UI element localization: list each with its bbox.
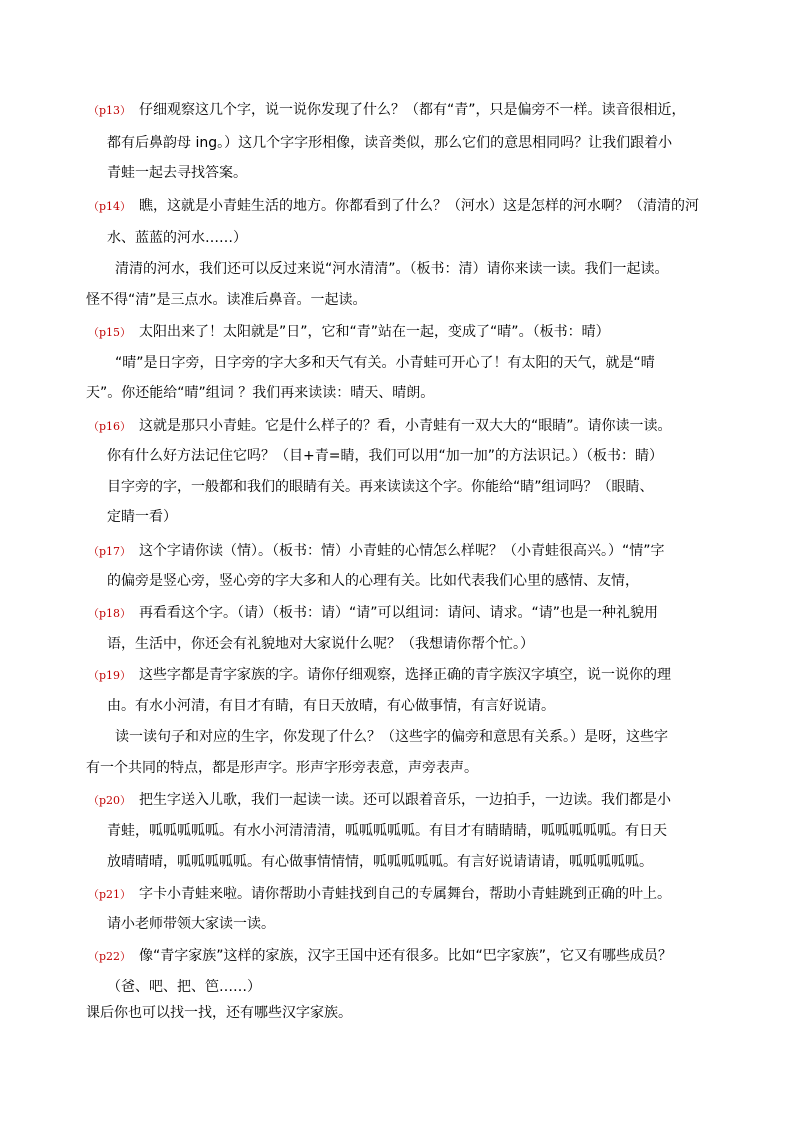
paragraph-text: 这就是那只小青蛙。它是什么样子的？看，小青蛙有一双大大的“眼睛”。请你读一读。 [139,418,672,434]
slide-tag: （p20） [88,794,132,807]
paragraph-text: 再看看这个字。（请）（板书：请）“请”可以组词：请问、请求。“请”也是一种礼貌用 [139,605,659,621]
paragraph-line [88,196,699,216]
paragraph-line: 有一个共同的特点，都是形声字。形声字形旁表意，声旁表声。 [86,760,478,776]
paragraph-line [88,416,672,436]
paragraph-line [88,946,672,966]
paragraph-line: 目字旁的字，一般都和我们的眼睛有关。再来读读这个字。你能给“睛”组词吗？（眼睛、 [107,479,654,495]
paragraph-line [88,790,671,810]
paragraph-line [88,322,610,342]
paragraph-line [88,603,658,623]
paragraph-line [88,541,665,561]
paragraph-text: 太阳出来了！太阳就是”日”，它和“青”站在一起，变成了“晴”。（板书：晴） [139,324,610,340]
slide-tag: （p17） [88,545,132,558]
slide-tag: （p15） [88,326,132,339]
slide-tag: （p18） [88,607,132,620]
paragraph-text: 仔细观察这几个字，说一说你发现了什么？（都有“青”，只是偏旁不一样。读音很相近， [139,102,686,118]
paragraph-line [88,100,686,120]
paragraph-line: 放晴晴晴，呱呱呱呱呱。有心做事情情情，呱呱呱呱呱。有言好说请请请，呱呱呱呱呱。 [107,854,653,870]
paragraph-line: 定睛一看） [107,509,177,525]
paragraph-line: 清清的河水，我们还可以反过来说“河水清清”。（板书：清）请你来读一读。我们一起读。 [115,261,669,277]
slide-tag: （p19） [88,669,132,682]
slide-tag: （p21） [88,888,132,901]
paragraph-line: 青蛙，呱呱呱呱呱。有水小河清清清，呱呱呱呱呱。有目才有睛睛睛，呱呱呱呱呱。有日天 [107,823,667,839]
paragraph-line: 课后你也可以找一找，还有哪些汉字家族。 [86,1005,352,1021]
paragraph-line: “晴”是日字旁，日字旁的字大多和天气有关。小青蛙可开心了！有太阳的天气，就是“晴 [115,355,655,371]
paragraph-line: 语，生活中，你还会有礼貌地对大家说什么呢？（我想请你帮个忙。） [107,636,534,652]
slide-tag: （p14） [88,200,132,213]
paragraph-line: 请小老师带领大家读一读。 [107,916,275,932]
slide-tag: （p22） [88,950,132,963]
paragraph-text: 字卡小青蛙来啦。请你帮助小青蛙找到自己的专属舞台，帮助小青蛙跳到正确的叶上。 [139,886,672,902]
paragraph-line: （爸、吧、把、笆……） [107,979,261,995]
paragraph-line: 的偏旁是竖心旁，竖心旁的字大多和人的心理有关。比如代表我们心里的感情、友情， [107,573,639,589]
paragraph-line: 读一读句子和对应的生字，你发现了什么？（这些字的偏旁和意思有关系。）是呀，这些字 [115,729,668,745]
paragraph-line: 水、蓝蓝的河水……） [107,230,247,246]
paragraph-line: 青蛙一起去寻找答案。 [107,165,247,181]
paragraph-line: 怪不得“清”是三点水。读准后鼻音。一起读。 [86,292,367,308]
paragraph-line: 你有什么好方法记住它吗？（目+青=睛，我们可以用“加一加”的方法识记。）（板书：睛） [107,448,663,464]
paragraph-line: 由。有水小河清，有目才有睛，有日天放晴，有心做事情，有言好说请。 [107,698,555,714]
paragraph-line: 天”。你还能给“晴”组词 ？我们再来读读：晴天、晴朗。 [86,385,435,401]
paragraph-text: 瞧，这就是小青蛙生活的地方。你都看到了什么？（河水）这是怎样的河水啊？（清清的河 [139,198,700,214]
slide-tag: （p13） [88,104,132,117]
paragraph-text: 像“青字家族”这样的家族，汉字王国中还有很多。比如“巴字家族”，它又有哪些成员？ [139,948,673,964]
paragraph-line: 都有后鼻韵母 ing。）这几个字字形相像，读音类似，那么它们的意思相同吗？让我们跟着小 [107,135,673,151]
paragraph-text: 把生字送入儿歌，我们一起读一读。还可以跟着音乐，一边拍手，一边读。我们都是小 [139,792,672,808]
paragraph-text: 这些字都是青字家族的字。请你仔细观察，选择正确的青字族汉字填空，说一说你的理 [139,667,672,683]
paragraph-line [88,884,671,904]
slide-tag: （p16） [88,420,132,433]
paragraph-text: 这个字请你读（情）。（板书：情）小青蛙的心情怎么样呢？（小青蛙很高兴。）“情”字 [139,543,665,559]
paragraph-line [88,665,671,685]
